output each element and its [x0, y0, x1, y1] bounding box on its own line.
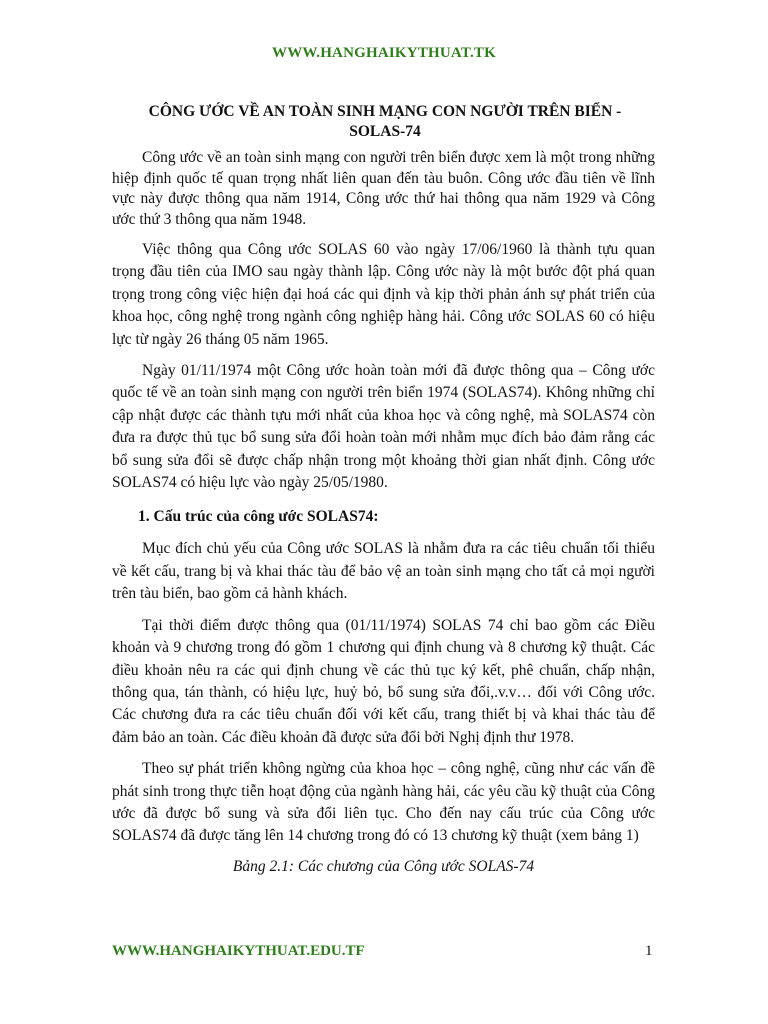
- paragraph-intro-3: Ngày 01/11/1974 một Công ước hoàn toàn mới đã được thông qua – Công ước quốc tế về an toàn sinh mạng con người trên biển 1974 (SOLAS74). Không những chỉ cập nhật được các thành tựu mới nhất của khoa học và công nghệ, mà SOLAS74 còn đưa ra được thủ tục bổ sung sửa đổi hoàn toàn mới nhằm mục đích bảo đảm rằng các bổ sung sửa đổi sẽ được chấp nhận trong một khoảng thời gian nhất định. Công ước SOLAS74 có hiệu lực vào ngày 25/05/1980.: [112, 362, 655, 492]
- page-number: 1: [645, 943, 653, 959]
- header-site-link[interactable]: WWW.HANGHAIKYTHUAT.TK: [272, 45, 496, 61]
- title-line-1: CÔNG ƯỚC VỀ AN TOÀN SINH MẠNG CON NGƯỜI TRÊN BIỂN -: [148, 103, 622, 120]
- document-body: [112, 148, 655, 876]
- title-line-2: SOLAS-74: [349, 123, 421, 140]
- section-heading: 1. Cấu trúc của công ước SOLAS74:: [138, 508, 379, 526]
- table-caption: Bảng 2.1: Các chương của Công ước SOLAS-74: [232, 857, 535, 875]
- section-paragraph-1: Mục đích chủ yếu của Công ước SOLAS là nhằm đưa ra các tiêu chuẩn tối thiểu về kết cấu, trang bị và khai thác tàu để bảo vệ an toàn sinh mạng cho tất cả mọi người trên tàu biển, bao gồm cả hành khách.: [112, 540, 655, 603]
- section-paragraph-3: Theo sự phát triển không ngừng của khoa học – công nghệ, cũng như các vấn đề phát sinh trong thực tiễn hoạt động của ngành hàng hải, các yêu cầu kỹ thuật của Công ước đã được bổ sung và sửa đổi liên tục. Cho đến nay cấu trúc của Công ước SOLAS74 đã được tăng lên 14 chương trong đó có 13 chương kỹ thuật (xem bảng 1): [112, 760, 655, 845]
- document-title: [115, 102, 655, 142]
- paragraph-intro-2: Việc thông qua Công ước SOLAS 60 vào ngày 17/06/1960 là thành tựu quan trọng đầu tiên của IMO sau ngày thành lập. Công ước này là một bước đột phá quan trọng trong công việc hiện đại hoá các qui định và kịp thời phản ánh sự phát triển của khoa học, công nghệ trong ngành công nghiệp hàng hải. Công ước SOLAS 60 có hiệu lực từ ngày 26 tháng 05 năm 1965.: [112, 241, 655, 348]
- section-paragraph-2: Tại thời điểm được thông qua (01/11/1974) SOLAS 74 chỉ bao gồm các Điều khoản và 9 chương trong đó gồm 1 chương qui định chung và 8 chương kỹ thuật. Các điều khoản nêu ra các qui định chung về các thủ tục ký kết, phê chuẩn, chấp nhận, thông qua, tán thành, có hiệu lực, huỷ bỏ, bổ sung sửa đổi,.v.v… đối với Công ước. Các chương đưa ra các tiêu chuẩn đối với kết cấu, trang thiết bị và khai thác tàu để đảm bảo an toàn. Các điều khoản đã được sửa đổi bởi Nghị định thư 1978.: [112, 616, 655, 746]
- paragraph-intro-1: Công ước về an toàn sinh mạng con người trên biển được xem là một trong những hiệp định quốc tế quan trọng nhất liên quan đến tàu buôn. Công ước đầu tiên về lĩnh vực này được thông qua năm 1914, Công ước thứ hai thông qua năm 1929 và Công ước thứ 3 thông qua năm 1948.: [112, 149, 655, 228]
- footer-site-link[interactable]: WWW.HANGHAIKYTHUAT.EDU.TF: [112, 943, 365, 959]
